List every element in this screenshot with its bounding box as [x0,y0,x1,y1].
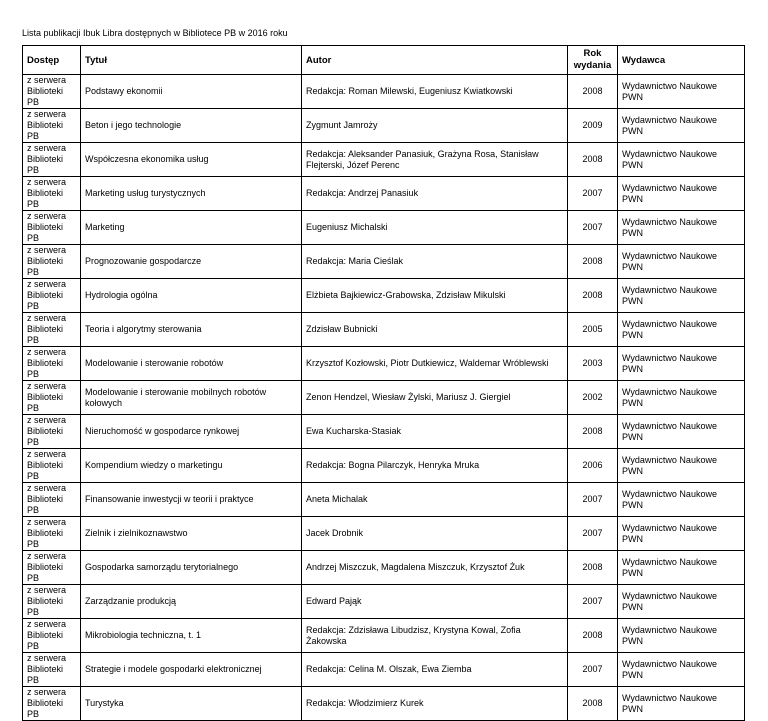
cell-publisher: Wydawnictwo Naukowe PWN [618,483,745,517]
cell-year: 2008 [568,143,618,177]
cell-author: Redakcja: Roman Milewski, Eugeniusz Kwiatkowski [302,75,568,109]
cell-publisher: Wydawnictwo Naukowe PWN [618,177,745,211]
cell-publisher: Wydawnictwo Naukowe PWN [618,687,745,721]
cell-access: z serwera Biblioteki PB [23,551,81,585]
cell-access: z serwera Biblioteki PB [23,75,81,109]
cell-title: Hydrologia ogólna [81,279,302,313]
cell-author: Jacek Drobnik [302,517,568,551]
cell-access: z serwera Biblioteki PB [23,279,81,313]
cell-year: 2008 [568,245,618,279]
cell-title: Kompendium wiedzy o marketingu [81,449,302,483]
cell-author: Redakcja: Aleksander Panasiuk, Grażyna Rosa, Stanisław Flejterski, Józef Perenc [302,143,568,177]
cell-year: 2008 [568,619,618,653]
table-row [23,483,745,517]
table-row [23,619,745,653]
cell-publisher: Wydawnictwo Naukowe PWN [618,75,745,109]
header-author: Autor [302,46,568,75]
cell-access: z serwera Biblioteki PB [23,245,81,279]
cell-title: Modelowanie i sterowanie robotów [81,347,302,381]
cell-author: Redakcja: Bogna Pilarczyk, Henryka Mruka [302,449,568,483]
table-row [23,211,745,245]
cell-title: Strategie i modele gospodarki elektronicznej [81,653,302,687]
cell-title: Finansowanie inwestycji w teorii i praktyce [81,483,302,517]
table-row [23,687,745,721]
cell-access: z serwera Biblioteki PB [23,109,81,143]
table-row [23,653,745,687]
cell-title: Zarządzanie produkcją [81,585,302,619]
cell-publisher: Wydawnictwo Naukowe PWN [618,143,745,177]
cell-title: Gospodarka samorządu terytorialnego [81,551,302,585]
cell-publisher: Wydawnictwo Naukowe PWN [618,415,745,449]
cell-author: Zenon Hendzel, Wiesław Żylski, Mariusz J. Giergiel [302,381,568,415]
cell-year: 2008 [568,279,618,313]
cell-access: z serwera Biblioteki PB [23,585,81,619]
publications-table [22,45,745,721]
cell-year: 2008 [568,75,618,109]
cell-access: z serwera Biblioteki PB [23,449,81,483]
table-header-row [23,46,745,75]
table-row [23,245,745,279]
cell-title: Podstawy ekonomii [81,75,302,109]
cell-title: Modelowanie i sterowanie mobilnych robotów kołowych [81,381,302,415]
cell-year: 2007 [568,211,618,245]
cell-title: Zielnik i zielnikoznawstwo [81,517,302,551]
header-title: Tytuł [81,46,302,75]
cell-title: Marketing usług turystycznych [81,177,302,211]
cell-year: 2007 [568,177,618,211]
header-year: Rok wydania [568,46,618,75]
cell-year: 2007 [568,585,618,619]
cell-access: z serwera Biblioteki PB [23,619,81,653]
cell-author: Edward Pająk [302,585,568,619]
cell-publisher: Wydawnictwo Naukowe PWN [618,585,745,619]
table-row [23,143,745,177]
cell-author: Zygmunt Jamroży [302,109,568,143]
cell-publisher: Wydawnictwo Naukowe PWN [618,653,745,687]
table-row [23,381,745,415]
cell-year: 2008 [568,551,618,585]
cell-author: Redakcja: Andrzej Panasiuk [302,177,568,211]
cell-publisher: Wydawnictwo Naukowe PWN [618,381,745,415]
cell-access: z serwera Biblioteki PB [23,177,81,211]
table-row [23,551,745,585]
cell-year: 2008 [568,415,618,449]
cell-publisher: Wydawnictwo Naukowe PWN [618,279,745,313]
cell-publisher: Wydawnictwo Naukowe PWN [618,211,745,245]
header-access: Dostęp [23,46,81,75]
cell-year: 2007 [568,517,618,551]
cell-access: z serwera Biblioteki PB [23,415,81,449]
cell-access: z serwera Biblioteki PB [23,653,81,687]
cell-publisher: Wydawnictwo Naukowe PWN [618,449,745,483]
cell-publisher: Wydawnictwo Naukowe PWN [618,347,745,381]
cell-title: Współczesna ekonomika usług [81,143,302,177]
cell-author: Andrzej Miszczuk, Magdalena Miszczuk, Krzysztof Żuk [302,551,568,585]
cell-author: Aneta Michalak [302,483,568,517]
cell-author: Elżbieta Bajkiewicz-Grabowska, Zdzisław Mikulski [302,279,568,313]
cell-publisher: Wydawnictwo Naukowe PWN [618,619,745,653]
cell-access: z serwera Biblioteki PB [23,381,81,415]
cell-publisher: Wydawnictwo Naukowe PWN [618,551,745,585]
cell-author: Ewa Kucharska-Stasiak [302,415,568,449]
table-row [23,347,745,381]
cell-year: 2006 [568,449,618,483]
cell-title: Nieruchomość w gospodarce rynkowej [81,415,302,449]
cell-title: Prognozowanie gospodarcze [81,245,302,279]
cell-access: z serwera Biblioteki PB [23,313,81,347]
cell-author: Redakcja: Celina M. Olszak, Ewa Ziemba [302,653,568,687]
table-row [23,109,745,143]
cell-access: z serwera Biblioteki PB [23,143,81,177]
cell-year: 2007 [568,483,618,517]
table-row [23,415,745,449]
cell-year: 2008 [568,687,618,721]
page-title: Lista publikacji Ibuk Libra dostępnych w Bibliotece PB w 2016 roku [22,28,288,38]
table-row [23,313,745,347]
cell-author: Zdzisław Bubnicki [302,313,568,347]
table-row [23,585,745,619]
cell-year: 2007 [568,653,618,687]
table-row [23,449,745,483]
cell-author: Redakcja: Maria Cieślak [302,245,568,279]
cell-access: z serwera Biblioteki PB [23,687,81,721]
cell-title: Teoria i algorytmy sterowania [81,313,302,347]
table-row [23,279,745,313]
cell-year: 2003 [568,347,618,381]
cell-publisher: Wydawnictwo Naukowe PWN [618,313,745,347]
cell-year: 2009 [568,109,618,143]
table-row [23,177,745,211]
cell-year: 2005 [568,313,618,347]
table-row [23,517,745,551]
cell-author: Redakcja: Włodzimierz Kurek [302,687,568,721]
cell-publisher: Wydawnictwo Naukowe PWN [618,517,745,551]
cell-title: Turystyka [81,687,302,721]
header-publisher: Wydawca [618,46,745,75]
cell-access: z serwera Biblioteki PB [23,211,81,245]
cell-year: 2002 [568,381,618,415]
cell-access: z serwera Biblioteki PB [23,347,81,381]
cell-author: Redakcja: Zdzisława Libudzisz, Krystyna Kowal, Zofia Żakowska [302,619,568,653]
cell-title: Beton i jego technologie [81,109,302,143]
cell-publisher: Wydawnictwo Naukowe PWN [618,245,745,279]
cell-access: z serwera Biblioteki PB [23,483,81,517]
cell-publisher: Wydawnictwo Naukowe PWN [618,109,745,143]
cell-title: Marketing [81,211,302,245]
cell-author: Eugeniusz Michalski [302,211,568,245]
cell-title: Mikrobiologia techniczna, t. 1 [81,619,302,653]
cell-author: Krzysztof Kozłowski, Piotr Dutkiewicz, Waldemar Wróblewski [302,347,568,381]
table-row [23,75,745,109]
cell-access: z serwera Biblioteki PB [23,517,81,551]
